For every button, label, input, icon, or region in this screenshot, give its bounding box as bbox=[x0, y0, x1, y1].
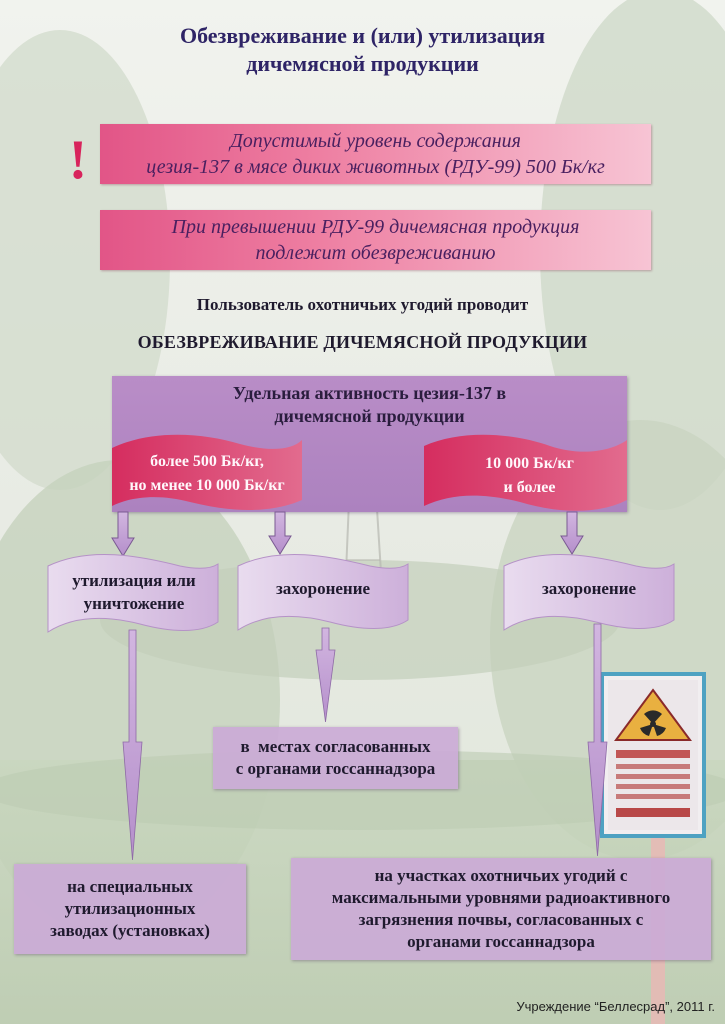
range-mid-line-2: но менее 10 000 Бк/кг bbox=[129, 477, 285, 494]
action-util-line-1: утилизация или bbox=[72, 571, 196, 590]
title-line-2: дичемясной продукции bbox=[246, 51, 479, 76]
dest-hunting-line-4: органами госсаннадзора bbox=[407, 932, 595, 951]
dest-plants-line-1: на специальных bbox=[67, 877, 193, 896]
destination-special-plants bbox=[14, 864, 246, 954]
action-util-line-2: уничтожение bbox=[83, 594, 185, 613]
destination-hunting-grounds bbox=[291, 858, 711, 960]
notice-limit-line-2: цезия-137 в мясе диких животных (РДУ-99) 500 Бк/кг bbox=[146, 156, 605, 178]
range-high-label bbox=[432, 452, 627, 500]
dest-hunting-line-2: максимальными уровнями радиоактивного bbox=[331, 888, 671, 907]
dest-agreed-line-1: в местах согласованных bbox=[240, 737, 431, 756]
range-mid-label bbox=[112, 450, 302, 498]
range-high-line-1: 10 000 Бк/кг bbox=[485, 455, 574, 472]
exclamation-icon: ! bbox=[68, 129, 88, 191]
title-line-1: Обезвреживание и (или) утилизация bbox=[179, 23, 546, 48]
action-burial-mid: захоронение bbox=[275, 579, 371, 598]
notice-excess-line-2: подлежит обезвреживанию bbox=[255, 242, 496, 264]
footer-credit: Учреждение “Беллесрад”, 2011 г. bbox=[516, 999, 715, 1014]
arrow-down-icon bbox=[112, 512, 583, 556]
dest-hunting-line-1: на участках охотничьих угодий с bbox=[374, 866, 628, 885]
notice-limit-line-1: Допустимый уровень содержания bbox=[230, 130, 521, 152]
main-heading: ОБЕЗВРЕЖИВАНИЕ ДИЧЕМЯСНОЙ ПРОДУКЦИИ bbox=[137, 332, 588, 352]
subheading: Пользователь охотничьих угодий проводит bbox=[196, 295, 529, 314]
range-mid-line-1: более 500 Бк/кг, bbox=[150, 453, 264, 470]
destination-agreed-places bbox=[213, 727, 458, 789]
dest-hunting-line-3: загрязнения почвы, согласованных с bbox=[358, 910, 644, 929]
activity-line-2: дичемясной продукции bbox=[274, 406, 465, 426]
activity-line-1: Удельная активность цезия-137 в bbox=[232, 383, 507, 403]
dest-plants-line-3: заводах (установках) bbox=[50, 921, 210, 940]
dest-plants-line-2: утилизационных bbox=[64, 899, 196, 918]
notice-excess-line-1: При превышении РДУ-99 дичемясная продукция bbox=[171, 216, 580, 238]
range-high-line-2: и более bbox=[503, 479, 556, 496]
action-utilization bbox=[50, 569, 218, 615]
action-burial-high: захоронение bbox=[541, 579, 637, 598]
dest-agreed-line-2: с органами госсаннадзора bbox=[235, 759, 436, 778]
